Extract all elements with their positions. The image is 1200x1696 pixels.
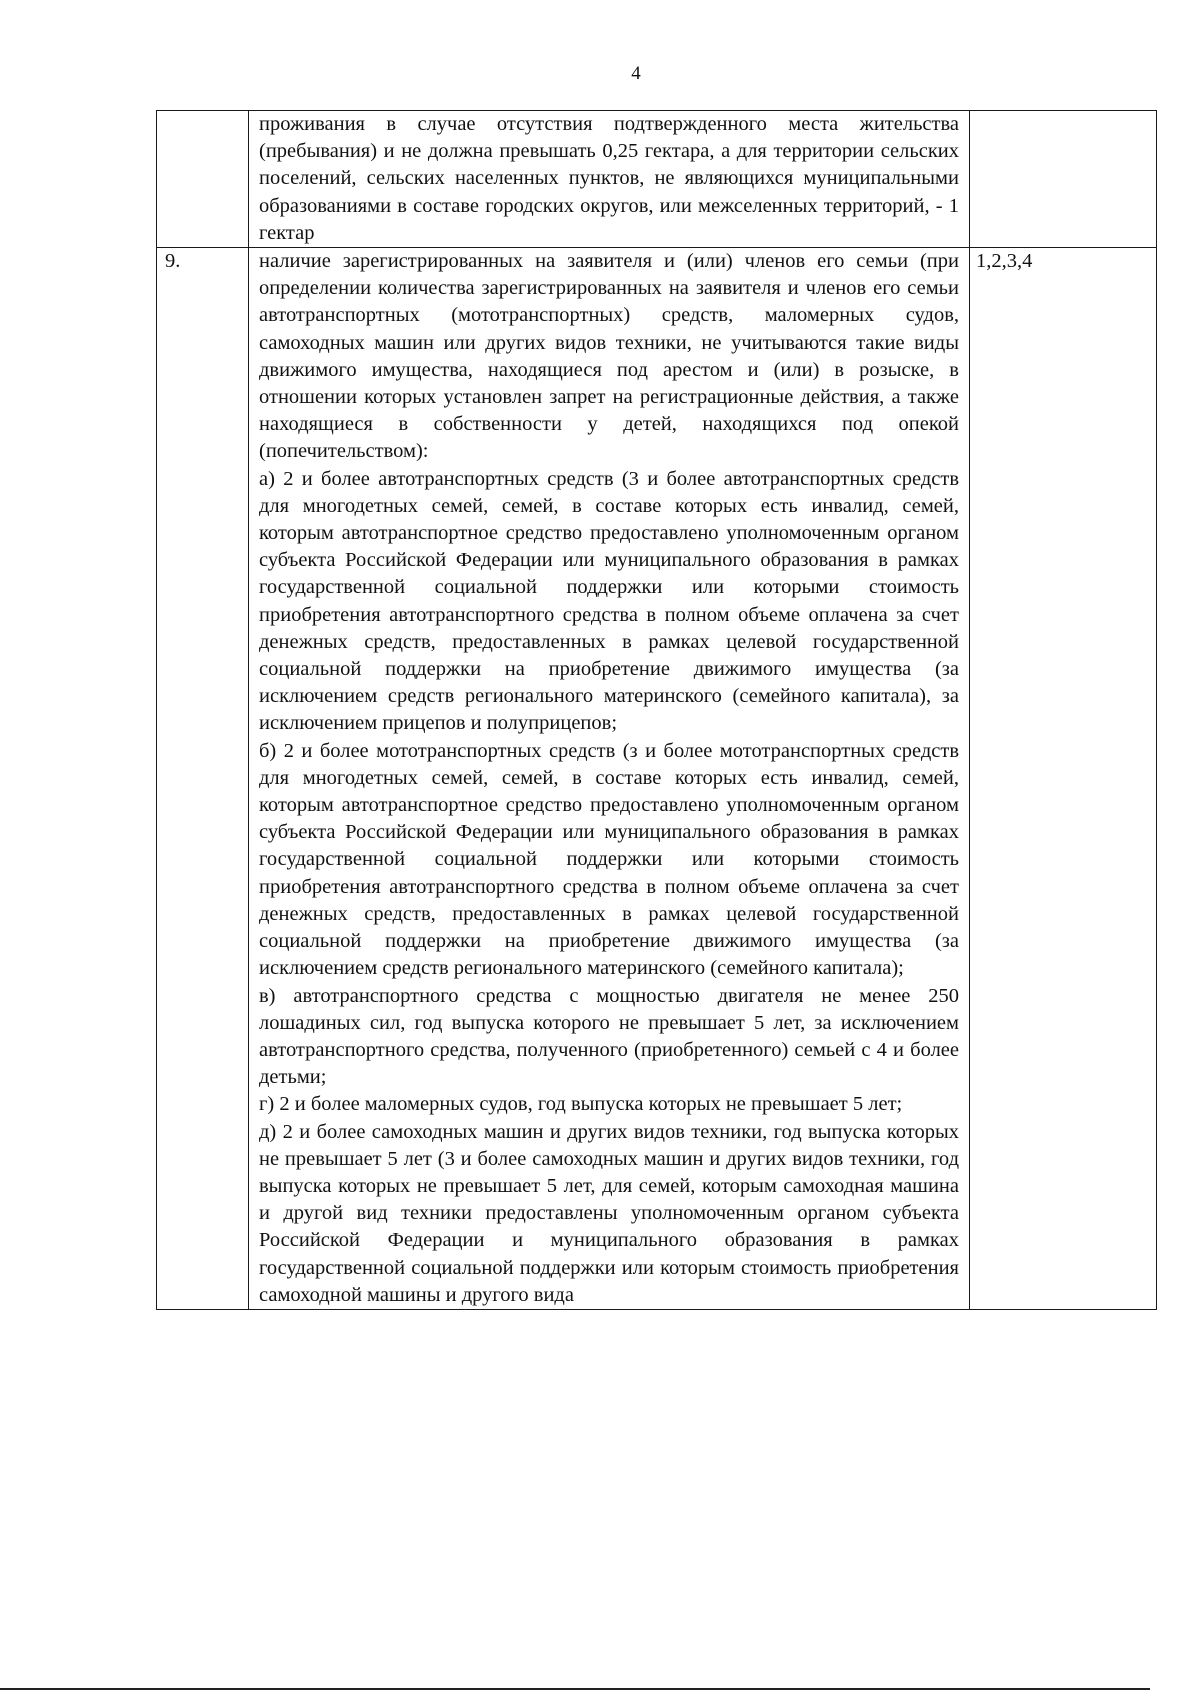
table-row bbox=[157, 248, 1157, 1310]
row-number-cell: 9. bbox=[157, 248, 249, 1310]
paragraph: проживания в случае отсутствия подтвержденного места жительства (пребывания) и не должна превышать 0,25 гектара, а для территории сельских поселений, сельских населенных пунктов, не являющихся муниципальными образованиями в составе городских округов, или межселенных территорий, - 1 гектар bbox=[259, 113, 959, 244]
scan-edge-line bbox=[0, 1688, 1150, 1690]
paragraph: г) 2 и более маломерных судов, год выпуска которых не превышает 5 лет; bbox=[259, 1093, 903, 1116]
paragraph: д) 2 и более самоходных машин и других видов техники, год выпуска которых не превышает 5 лет (3 и более самоходных машин и других видов техники, год выпуска которых не превышает 5 лет, для семей, которым самоходная машина и другой вид техники предоставлены уполномоченным органом субъекта Российской Федерации и муниципального образования в рамках государственной социальной поддержки или которым стоимость приобретения самоходной машины и другого вида bbox=[259, 1120, 959, 1306]
row-text-cell bbox=[249, 248, 970, 1310]
row-reference-cell: 1,2,3,4 bbox=[970, 248, 1157, 1310]
paragraph: наличие зарегистрированных на заявителя и (или) членов его семьи (при определении количества зарегистрированных на заявителя и членов его семьи автотранспортных (мототранспортных) средств, маломерных судов, самоходных машин или других видов техники, не учитываются такие виды движимого имущества, находящиеся под арестом и (или) в розыске, в отношении которых установлен запрет на регистрационные действия, а также находящиеся в собственности у детей, находящихся под опекой (попечительством): bbox=[259, 250, 959, 463]
table-row bbox=[157, 111, 1157, 248]
row-reference-cell bbox=[970, 111, 1157, 248]
row-text-cell bbox=[249, 111, 970, 248]
paragraph: а) 2 и более автотранспортных средств (3 и более автотранспортных средств для многодетных семей, семей, в составе которых есть инвалид, семей, которым автотранспортное средство предоставлено уполномоченным органом субъекта Российской Федерации или муниципального образования в рамках государственной социальной поддержки или которыми стоимость приобретения автотранспортного средства в полном объеме оплачена за счет денежных средств, предоставленных в рамках целевой государственной социальной поддержки на приобретение движимого имущества (за исключением средств регионального материнского (семейного капитала), за исключением прицепов и полуприцепов; bbox=[259, 467, 959, 735]
criteria-table bbox=[156, 110, 1157, 1310]
page-number: 4 bbox=[631, 63, 641, 84]
row-number-cell bbox=[157, 111, 249, 248]
paragraph: в) автотранспортного средства с мощностью двигателя не менее 250 лошадиных сил, год выпуска которого не превышает 5 лет, за исключением автотранспортного средства, полученного (приобретенного) семьей с 4 и более детьми; bbox=[259, 984, 959, 1089]
paragraph: б) 2 и более мототранспортных средств (з и более мототранспортных средств для многодетных семей, семей, в составе которых есть инвалид, семей, которым автотранспортное средство предоставлено уполномоченным органом субъекта Российской Федерации или муниципального образования в рамках государственной социальной поддержки или которыми стоимость приобретения автотранспортного средства в полном объеме оплачена за счет денежных средств, предоставленных в рамках целевой государственной социальной поддержки на приобретение движимого имущества (за исключением средств регионального материнского (семейного капитала); bbox=[259, 739, 959, 980]
